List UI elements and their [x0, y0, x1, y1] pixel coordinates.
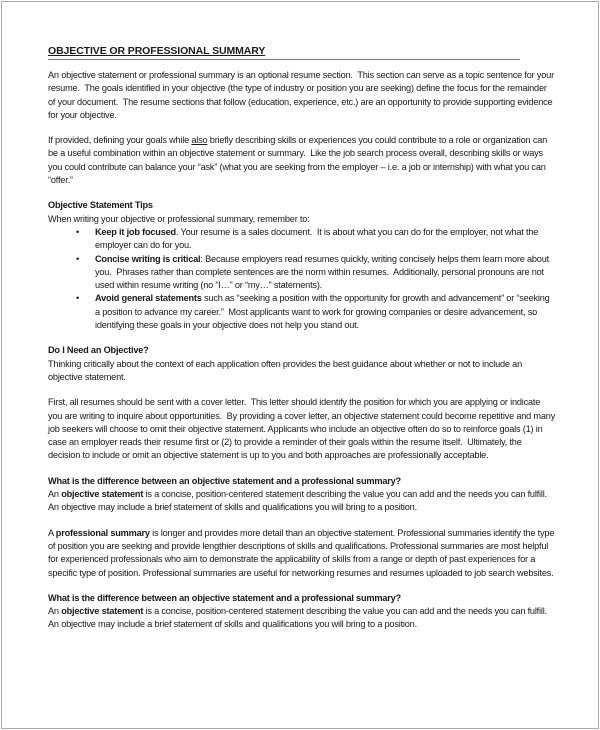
intro-paragraph-2: If provided, defining your goals while also briefly describing skills or experiences you could contribute to a role or organization can be a useful combination within an objective statement or summary. Like the job search process overall, describing skills or ways you could contribute can balance your “ask” (what you are seeking from the employer – i.e. a job or internship) with what you can “offer.” [48, 135, 550, 186]
tips-list [48, 226, 556, 332]
tips-intro: When writing your objective or professional summary, remember to: [48, 213, 310, 224]
difference-heading-1: What is the difference between an objective statement and a professional summary? [48, 475, 401, 486]
professional-summary-paragraph: A professional summary is longer and provides more detail than an objective statement. Professional summaries identify the type of position you are seeking and provide lengthier descriptions of skills and qualifications. Professional summaries are most helpful for experienced professionals who aim to demonstrate the applicability of skills from a range or depth of past experiences for a specific type of position. Professional summaries are useful for networking resumes and resumes uploaded to job search websites. [48, 527, 557, 578]
tip-item-text: Concise writing is critical: Because employers read resumes quickly, writing concisely helps them learn more about you. Phrases rather than complete sentences are the norm within resumes. Additionally, personal pronouns are not used within resume writing (no “I…” or “my…” statements). [95, 253, 552, 291]
bullet-marker: • [76, 253, 80, 264]
bullet-marker: • [76, 226, 80, 237]
difference-heading-2: What is the difference between an objective statement and a professional summary? [48, 592, 401, 603]
need-objective-heading: Do I Need an Objective? [48, 345, 149, 356]
tip-item-concise-writing [48, 253, 556, 293]
objective-definition-paragraph-2: An objective statement is a concise, position-centered statement describing the value you can add and the needs you can fulfill. An objective may include a brief statement of skills and qualifications you will bring to a position. [48, 606, 552, 630]
document-title [48, 44, 520, 60]
objective-definition-paragraph-1: An objective statement is a concise, position-centered statement describing the value you can add and the needs you can fulfill. An objective may include a brief statement of skills and qualifications you will bring to a position. [48, 489, 552, 513]
document-title-text: OBJECTIVE OR PROFESSIONAL SUMMARY [48, 45, 266, 57]
tips-heading: Objective Statement Tips [48, 200, 153, 211]
need-objective-paragraph-2: First, all resumes should be sent with a cover letter. This letter should identify the position for which you are applying or indicate you are writing to inquire about opportunities. By providing a cover letter, an objective statement could become repetitive and many job seekers will choose to omit their objective statement. Applicants who include an objective often do so to reinforce goals (1) in case an employer reads their resume first or (2) to provide a reminder of their goals within the resume itself. Ultimately, the decision to include or omit an objective statement is up to you and both approaches are professionally acceptable. [48, 397, 558, 461]
bullet-marker: • [76, 293, 80, 304]
intro-paragraph-1: An objective statement or professional summary is an optional resume section. This section can serve as a topic sentence for your resume. The goals identified in your objective (the type of industry or position you are seeking) define the focus for the remainder of your document. The resume sections that follow (education, experience, etc.) are an opportunity to provide supporting evidence for your objective. [48, 70, 557, 120]
tip-item-text: Keep it job focused. Your resume is a sales document. It is about what you can do for the employer, not what the employer can do for you. [95, 226, 541, 251]
tip-item-keep-it-job-focused [48, 226, 556, 253]
tip-item-avoid-general-statements [48, 292, 556, 332]
tip-item-text: Avoid general statements such as “seeking a position with the opportunity for growth and advancement” or “seeking a position to advance my career.” Most applicants want to work for growing companies or desire advancement, so identifying these goals in your objective does not help you stand out. [95, 293, 552, 331]
need-objective-paragraph-1: Thinking critically about the context of each application often provides the best guidance about whether or not to include an objective statement. [48, 358, 525, 382]
